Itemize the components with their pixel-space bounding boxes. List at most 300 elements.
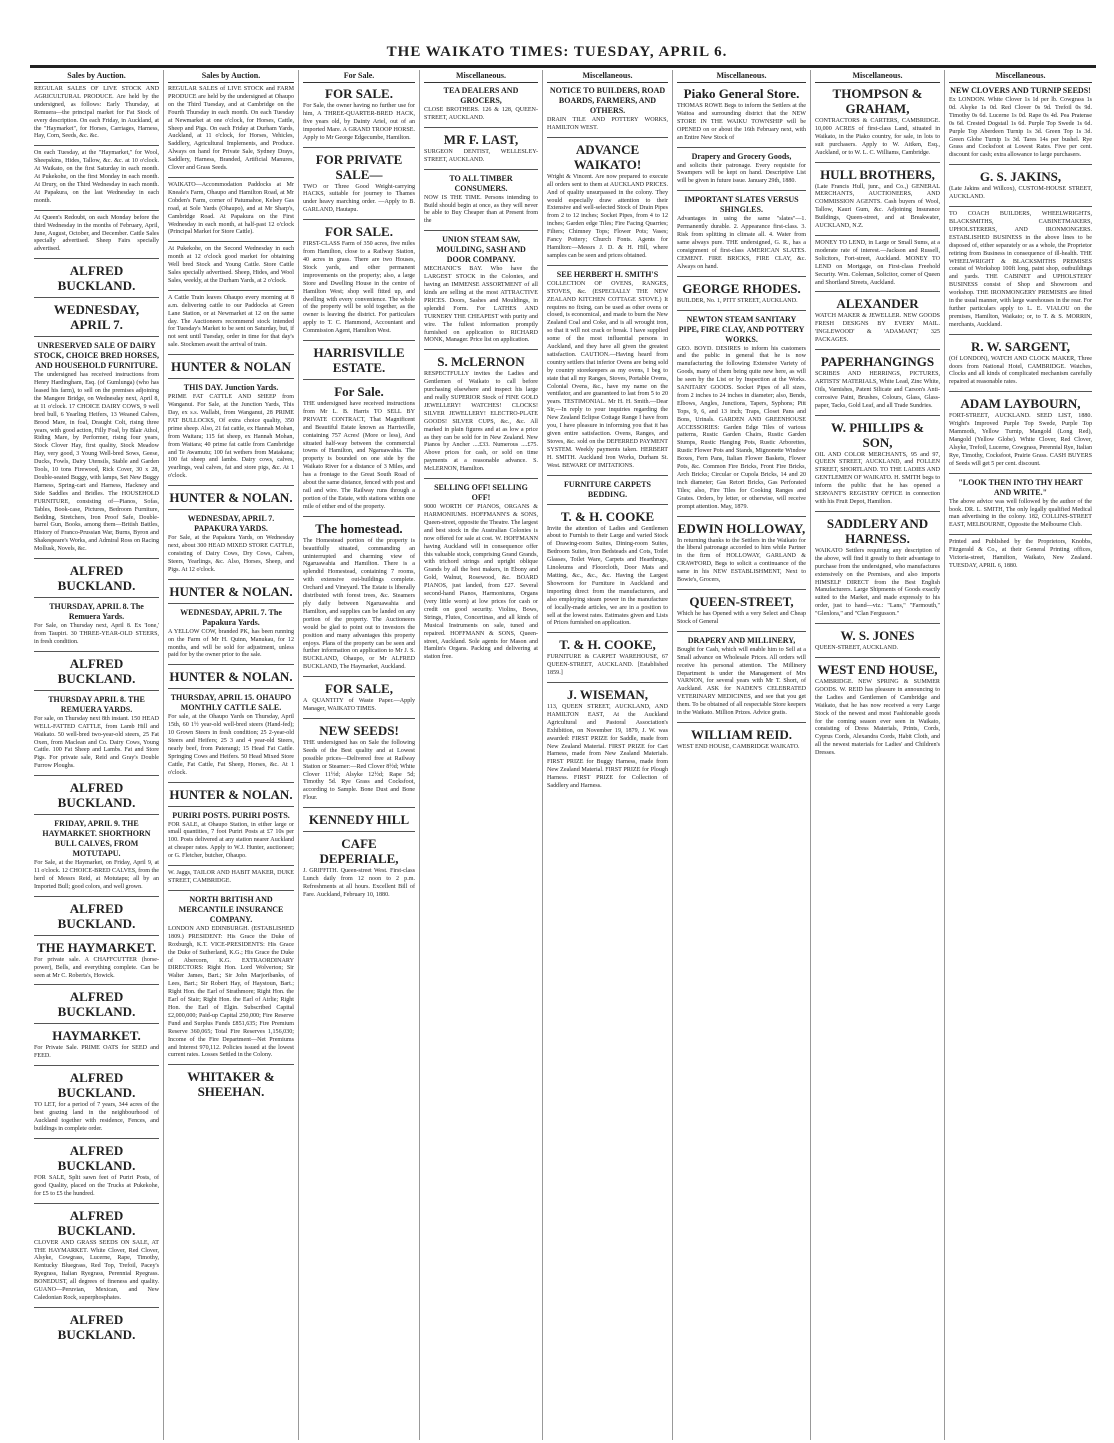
advert-heading: G. S. JAKINS, xyxy=(979,169,1062,185)
advert-divider xyxy=(34,814,159,815)
advert-divider xyxy=(168,290,294,291)
advert-heading: ADVANCE WAIKATO! xyxy=(573,141,642,172)
advert-heading: CAFE DEPERIALE, xyxy=(319,836,399,867)
advert-heading: KENNEDY HILL xyxy=(308,812,410,828)
advertisement xyxy=(168,584,294,599)
advertisement xyxy=(303,86,415,143)
advertisement xyxy=(424,132,538,165)
advertisement xyxy=(303,723,415,803)
advert-body: COLLECTION OF OVENS, RANGES, STOVES, &c. (ESPECIALLY THE NEW ZEALAND KITCHEN COTTAGE STOVE.) It requires no fixing, can be used as other ovens or closed, is economical, and made to burn the New Zealand Coal and Coke, and is all wrought iron, so that it will not crack or break. I have supplied some of the most influential persons in Auckland, and they have all given the greatest satisfaction. CAUTION.—Having heard from country settlers that inferior Ovens are being sold by country storekeepers as my ovens, I beg to state that all my Ranges, Stoves, Portable Ovens, Colonial Ovens, &c., have my name on the ventilator, and are guaranteed to last from 5 to 20 years. TESTIMONIAL. Mr H. H. Smith.—Dear Sir,—In reply to your inquiries regarding the New Zealand Eclipse Cottage Range I have from you, I have pleasure in informing you that it has given entire satisfaction. Ovens, Ranges, and Stoves, &c. sold on the DEFERRED PAYMENT SYSTEM. Weekly payments taken. HERBERT H. SMITH. Auckland Iron Works, Durham St. West. BEWARE OF IMITATIONS. xyxy=(547,280,668,469)
advert-divider xyxy=(34,1203,159,1204)
advertisement xyxy=(303,521,415,672)
advertisement xyxy=(303,681,415,714)
advert-divider xyxy=(547,632,668,633)
advert-body: BUILDER, No. 1, PITT STREET, AUCKLAND. xyxy=(677,297,798,304)
advertisement xyxy=(677,315,806,512)
advertisement xyxy=(34,341,159,554)
advertisement xyxy=(547,142,668,261)
advert-body: (Of LONDON), WATCH AND CLOCK MAKER, Three doors from National Hotel, CAMBRIDGE. Watches, Clocks and all kinds of complicated mechanism carefully repaired at reasonable rates. xyxy=(949,355,1092,386)
advert-heading: IMPORTANT SLATES VERSUS SHINGLES. xyxy=(684,195,799,215)
advert-divider xyxy=(677,276,806,277)
advert-body: For Sale, the owner having no further use for him, A THREE-QUARTER-BRED HACK, five years old, by Dainty Ariel, out of an imported Mare. A GRAND TROOP HORSE. Apply to Mr George Edgecumbe, Hamilton. xyxy=(303,103,415,141)
advertisement xyxy=(168,514,294,575)
advertisement xyxy=(168,608,294,661)
advert-heading: THURSDAY, APRIL 15. OHAUPO MONTHLY CATTLE SALE. xyxy=(170,693,292,713)
advert-heading: R. W. SARGENT, xyxy=(970,338,1071,354)
advert-heading: NORTH BRITISH AND MERCANTILE INSURANCE COMPANY. xyxy=(178,894,284,924)
advert-divider xyxy=(168,890,294,891)
advert-body: A Cattle Train leaves Ohaupo every morning at 8 a.m. delivering cattle to our Paddocks at Green Lane Station, or at Newmarket at 12 on the same day. The Auctioneers recommend stock intended for Tuesday's Market to be sent on Saturday, but, if not sent until Tuesday, order in time for that day's sale. Stockmen await the arrival of train. xyxy=(168,294,294,349)
advertisement xyxy=(34,86,159,141)
advert-heading: ALFRED BUCKLAND. xyxy=(57,263,136,294)
advert-heading: PURIRI POSTS. PURIRI POSTS. xyxy=(172,810,290,820)
advertisement xyxy=(168,383,294,481)
advert-divider xyxy=(34,1138,159,1139)
advert-body: DRAIN TILE AND POTTERY WORKS, HAMILTON WEST. xyxy=(547,117,668,131)
advert-body: Bought for Cash, which will enable him to Sell at a Small advance on Wholesale Prices. All orders will receive his personal attention. The Millinery Department is under the Management of Mrs VARNON, for several years with Mr T. Short, of Auckland. ASK for NADEN'S CELEBRATED VETERINARY MEDICINES, and see that you get them. To be obtained of all respectable Store keepers in the Waikato. Million Prizes. Advice gratis. xyxy=(677,646,806,717)
advert-divider xyxy=(303,831,415,832)
advert-heading: Piako General Store. xyxy=(683,86,800,101)
advert-heading: MR F. LAST, xyxy=(443,131,519,147)
column-3 xyxy=(299,70,420,1440)
advertisement xyxy=(168,811,294,862)
advert-divider xyxy=(168,782,294,783)
advertisement xyxy=(34,780,159,810)
advert-heading: HUNTER & NOLAN. xyxy=(169,669,293,685)
advert-body: Invite the attention of Ladies and Gentlemen about to Furnish to their Large and varied Stock of Drawing-room Suites, Dining-room Suites, Bedroom Suites, Iron Bedsteads and Cots, Toilet Glasses, Toilet Ware, Carpets and Hearthrugs, Linoleums and Floorcloth, Door Mats and Matting, &c., &c., &c. Having the Largest Showroom for Furniture in Auckland and importing direct from the manufacturers, and also employing steam power in the manufacture of locally-made articles, we are in a position to sell at the lowest rates. Estimates given and Lists of Prices furnished on application. xyxy=(547,525,668,627)
advertisement xyxy=(303,224,415,336)
column-header: For Sale. xyxy=(303,70,415,83)
advert-body: MONEY TO LEND, in Large or Small Sums, at a moderate rate of interest.—Jackson and Russell, Solicitors, Fort-street, Auckland. MONEY TO LEND on Mortgage, on First-class Freehold Security. Wm. Coleman, Solicitor, corner of Queen and Shortland Streets, Auckland. xyxy=(815,239,940,286)
advert-heading: HUNTER & NOLAN. xyxy=(169,490,293,506)
advert-divider xyxy=(547,475,668,476)
advert-heading: For Sale. xyxy=(334,384,384,400)
advertisement xyxy=(547,270,668,471)
advert-divider xyxy=(815,235,940,236)
advert-body: For Sale, on Thursday next, April 8. Ex 'Ione,' from Taupiri. 30 THREE-YEAR-OLD STEERS, in fresh condition. xyxy=(34,623,159,645)
masthead xyxy=(0,0,1114,76)
advert-body: At Pukekohe, on the Second Wednesday in each month at 12 o'clock good market for obtaining Well bred Stock and Young Cattle. Store Cattle Sales specially advertised. Sheep, Hides, and Wool Sales, weekly, at the Durham Yards, at 2 o'clock. xyxy=(168,246,294,284)
advert-divider xyxy=(547,137,668,138)
column-7 xyxy=(811,70,945,1440)
advert-heading: WEDNESDAY, APRIL 7. xyxy=(53,302,140,333)
advert-body: For sale, on Thursday next 8th instant. 150 HEAD WELL-FATTED CATTLE, from Lamb Hill and Waikato. 50 well-bred two-year-old steers, 25 Fat Oxen, from Maclean and Co. Dairy Cows, Young Cattle. 100 Fat Sheep and Lambs. Fat and Store Pigs. For private sale, Reid and Gray's Double Furrow Ploughs. xyxy=(34,715,159,770)
advert-divider xyxy=(303,219,415,220)
advertisement xyxy=(34,695,159,771)
advertisement xyxy=(34,1208,159,1303)
advert-divider xyxy=(303,718,415,719)
advert-body: THE undersigned have received instructions from Mr L. B. Harris TO SELL BY PRIVATE CONTRACT, That Magnificent and Beautiful Estate known as Harrisville, containing 757 Acres! (More or less), And situated half-way between the commercial towns of Hamilton, and Ngaruawahia. The property is bounded on one side by the Waikato River for a distance of 3 Miles, and has a frontage to the Great South Road of about the same distance, fenced with post and rail and wire. The Railway runs through a portion of the Estate, with stations within one mile of either end of the property. xyxy=(303,401,415,510)
advert-heading: NOTICE TO BUILDERS, ROAD BOARDS, FARMERS, AND OTHERS. xyxy=(549,86,666,115)
advert-divider xyxy=(677,722,806,723)
advert-divider xyxy=(677,190,806,191)
column-header: Sales by Auction. xyxy=(34,70,159,83)
advert-body: The above advice was well followed by the author of the book. DR. L. SMITH, The only legally qualified Medical man advertising in the colony. 182, COLLINS-STREET EAST, MELBOURNE, Opposite the Melbourne Club. xyxy=(949,498,1092,529)
advertisement xyxy=(424,483,538,662)
advert-body: (Late Francis Hull, junr., and Co.,) GENERAL MERCHANTS, AUCTIONEERS, AND COMMISSION AGENTS. Cash buyers of Wool, Tallow, Kauri Gum, &c. Adjoining Insurance Buildings, Queen-street, and at Breakwater, AUCKLAND, N.Z. xyxy=(815,183,940,230)
advert-divider xyxy=(168,579,294,580)
advert-body: TO LET, for a period of 7 years, 344 acres of the best grazing land in the neighbourhood of Auckland together with residence, Fences, and buildings in complete order. xyxy=(34,1102,159,1132)
advert-body: CAMBRIDGE. NEW SPRING & SUMMER GOODS. W. REID has pleasure in announcing to the Ladies and Gentlemen of Cambridge and Waikato, that he has now received a very Large Stock of the newest and most Fashionable goods for the coming season ever seen in Waikato, consisting of Dress Materials, Prints, Cords, Cyprus Cords, Alexandra Cords, Habit Cloth, and all the newest materials for Ladies' and Children's Dresses. xyxy=(815,678,940,757)
advertisement xyxy=(168,787,294,802)
advert-body: For Sale, at the Papakura Yards, on Wednesday next, about 300 HEAD MIXED STORE CATTLE, consisting of Dairy Cows, Dry Cows, Calves, Steers, Yearlings, &c. Also, Horses, Sheep, and Pigs. At 12 o'clock. xyxy=(168,535,294,573)
advert-body: A YELLOW COW, branded PK, has been running on the Farm of Mr H. Quinn, Manukau, for 12 months, and will be sold for adjustment, unless paid for by the owner prior to the sale. xyxy=(168,628,294,659)
advert-divider xyxy=(168,485,294,486)
advert-body: FOR SALE, Split sawn feet of Puriri Posts, of good Quality, placed on the Trucks at Pukekohe, for £5 to £5 the hundred. xyxy=(34,1174,159,1197)
advert-divider xyxy=(34,690,159,691)
advertisement xyxy=(949,169,1092,202)
advert-body: The Homestead portion of the property is beautifully situated, commanding an uninterrupted and charming view of Ngaruawahia and Hamilton. There is a splendid Homestead, containing 7 rooms, with extensive out-buildings complete. Orchard and Vineyard. The Estate is liberally distributed with forest trees, &c. Steamers ply daily between Ngaruawahia and Hamilton, and supplies can be landed on any portion of the property. The Auctioneers would be glad to point out to investors the position and many advantages this property enjoys. Plans of the property can be seen and further information on application to Mr J. S. BUCKLAND, Ohaupo, or Mr ALFRED BUCKLAND, The Haymarket, Auckland. xyxy=(303,537,415,671)
advert-body: Which he has Opened with a very Select and Cheap Stock of General xyxy=(677,610,806,625)
advertisement xyxy=(168,693,294,777)
advertisement xyxy=(815,354,940,411)
advertisement xyxy=(677,521,806,585)
advert-divider xyxy=(547,265,668,266)
advert-body: On each Tuesday, at the "Haymarket," for Wool, Sheepskins, Hides, Tallow, &c. &c. at 10 o'clock. At Waikato, on the first Saturday in each month. At Pukekohe, on the first Monday in each month. At Drury, on the Third Wednesday in each month. At Papakura, on the last Wednesday in each month. xyxy=(34,150,159,204)
advertisement xyxy=(303,384,415,512)
advert-body: SURGEON DENTIST, WELLESLEY-STREET, AUCKLAND. xyxy=(424,148,538,163)
advertisement xyxy=(949,211,1092,330)
advert-heading: THIS DAY. Junction Yards. xyxy=(183,383,279,393)
advertisement xyxy=(815,628,940,653)
advert-body: REGULAR SALES of LIVE STOCK and FARM PRODUCE are held by the undersigned at Ohaupo on the Third Tuesday, and at Cambridge on the Fourth Thursday in each month. On each Tuesday at Newmarket at one o'clock, for Horses, Cattle, Sheep and Pigs. On each Friday at Durham Yards, Auckland, at 11 o'clock, for Horses, Vehicles, Saddlery, Agricultural Implements, and Produce. Always on hand for Private Sale, Sydney Drays, Saddlery, Harness, Branded, Artificial Manures, Clover and Grass Seeds. xyxy=(168,86,294,172)
advert-body: REGULAR SALES OF LIVE STOCK AND AGRICULTURAL PRODUCE. Are held by the undersigned, as follows: Early Thursday, at Remuera—the principal market for Fat Stock of every description. On each Friday, in Auckland, at the "Haymarket", for Horses, Carriages, Harness, Hay, Corn, Seeds, &c. &c. xyxy=(34,86,159,140)
advertisement xyxy=(34,1028,159,1061)
advert-divider xyxy=(677,147,806,148)
advert-body: For Private Sale. PRIME OATS for SEED and FEED. xyxy=(34,1045,159,1060)
advert-divider xyxy=(424,349,538,350)
advertisement xyxy=(34,1070,159,1134)
advert-divider xyxy=(677,516,806,517)
advert-divider xyxy=(303,807,415,808)
advert-heading: ALFRED BUCKLAND. xyxy=(57,1207,136,1238)
advert-divider xyxy=(949,206,1092,207)
advert-divider xyxy=(34,336,159,337)
advertisement xyxy=(168,182,294,237)
advertisement xyxy=(815,296,940,345)
advert-divider xyxy=(547,504,668,505)
advert-heading: ALFRED BUCKLAND. xyxy=(57,780,136,811)
advert-heading: NEW SEEDS! xyxy=(319,722,399,738)
advert-heading: WILLIAM REID. xyxy=(690,726,793,742)
advert-heading: WEDNESDAY, APRIL 7. The Papakura Yards. xyxy=(180,607,282,627)
advertisement xyxy=(168,295,294,350)
advertisement xyxy=(34,150,159,205)
advertisement xyxy=(34,1312,159,1342)
advert-heading: ALFRED BUCKLAND. xyxy=(57,1070,136,1101)
advert-body: Ex LONDON. White Clover 1s 1d per lb. Cowgrass 1s 0d. Alsyke 1s 0d. Red Clover 0s 9d. Trefoil 0s 9d. Timothy 0s 6d. Lucerne 1s 0d. Rape 0s 4d. Pea Pratense 0s 6d. Crested Dogstail 1s 6d. Purple Top Swede 1s 6d. Purple Top Aberdeen Turnip 1s 3d. Green Top 1s 3d. Green Globe Turnip 1s 3d. Tares 14s per bushel. Rye Grass and Cocksfoot at Lowest Rates. Five per cent. discount for cash; extra allowance to large purchasers. xyxy=(949,97,1092,159)
advert-divider xyxy=(424,169,538,170)
advert-heading: Drapery and Grocery Goods, xyxy=(691,151,792,161)
advert-body: CONTRACTORS & CARTERS, CAMBRIDGE. 10,000 ACRES of first-class Land, situated in Waikato, in the Piako country, for sale, in lots to suit purchasers. Apply to W. Aitken, Esq., Auckland, or to W. L. C. Williams, Cambridge. xyxy=(815,118,940,156)
advertisement xyxy=(677,727,806,752)
advert-heading: WEDNESDAY, APRIL 7. PAPAKURA YARDS. xyxy=(187,514,275,534)
advert-divider xyxy=(424,127,538,128)
advert-heading: HUNTER & NOLAN. xyxy=(169,786,293,802)
advertisement xyxy=(34,302,159,332)
column-6 xyxy=(673,70,811,1440)
advertisement xyxy=(34,263,159,293)
advertisement xyxy=(677,594,806,627)
advert-divider xyxy=(303,516,415,517)
advert-divider xyxy=(34,651,159,652)
advert-heading: NEW CLOVERS AND TURNIP SEEDS! xyxy=(950,86,1091,95)
advertisement xyxy=(168,870,294,886)
advertisement xyxy=(815,516,940,619)
advert-body: In returning thanks to the Settlers in the Waikato for the liberal patronage accorded to him while Partner in the firm of HOLLOWAY, GARLAND & CRAWFORD, Begs to solicit a continuance of the same in his NEW ESTABLISHMENT, Next to Bowie's, Grocers, xyxy=(677,537,806,584)
advertisement xyxy=(815,420,940,507)
advert-divider xyxy=(168,177,294,178)
advert-heading: THURSDAY, APRIL 8. The Remuera Yards. xyxy=(49,602,144,622)
advert-divider xyxy=(168,241,294,242)
advert-heading: TEA DEALERS AND GROCERS, xyxy=(443,86,519,105)
advertisement xyxy=(949,539,1092,571)
column-header: Miscellaneous. xyxy=(949,70,1092,83)
advert-body: W. Jaggs, TAILOR AND HABIT MAKER, DUKE STREET, CAMBRIDGE. xyxy=(168,870,294,884)
advert-body: For Sale, at the Haymarket, on Friday, April 9, at 11 o'clock. 12 CHOICE-BRED CALVES, from the herd of Messrs Reid, at Motutapu; all by an Imported Bull; good colors, and well grown. xyxy=(34,860,159,890)
advert-heading: ALFRED BUCKLAND. xyxy=(57,900,136,931)
advertisement xyxy=(168,669,294,684)
advert-heading: W. S. JONES xyxy=(840,628,915,644)
advert-body: OIL AND COLOR MERCHANTS, 95 and 97, QUEEN STREET, AUCKLAND, and FOLLEN STREET, SHORTLAND. TO THE LADIES AND GENTLEMEN OF WAIKATO. H. SMITH begs to inform the public that he has opened a SERVANT'S REGISTRY OFFICE in connection with his Fruit Depot, Hamilton. xyxy=(815,451,940,505)
advert-body: WAIKATO Settlers requiring any description of the above, will find it greatly to their advantage to purchase from the undersigned, who manufactures extensively on the Premises, and also imports HIMSELF DIRECT from the Best English Manufacturers. Large Shipments of Goods exactly suited to the Market, and made expressly to his order, just to hand—viz.: "Lans," "Farmouth," "Glenlora," and "Clan Fergusson." xyxy=(815,547,940,618)
advert-heading: HARRISVILLE ESTATE. xyxy=(313,345,405,376)
advert-divider xyxy=(34,145,159,146)
advert-heading: The homestead. xyxy=(315,520,403,536)
advertisement xyxy=(949,339,1092,388)
advert-body: WATCH MAKER & JEWELLER. NEW GOODS FRESH DESIGNS BY EVERY MAIL. 'INGLEWOOD' & 'ADAMANT,' 325 PACKAGES. xyxy=(815,313,940,344)
advert-body: SCRIBES AND HERRINGS, PICTURES, ARTISTS' MATERIALS, White Lead, Zinc White, Oils, Varnishes, Patent Silicate and Carson's Anti-corrosive Paint, Brushes, Colours, Glass, Glass-paper, Tacks, Gold Leaf, and all Trade Sundries. xyxy=(815,371,940,409)
advert-body: A QUANTITY of Waste Paper.—Apply Manager, WAIKATO TIMES. xyxy=(303,698,415,713)
advert-body: For private sale. A CHAFFCUTTER (horse-power), Bells, and everything complete. Can be seen at Mr C. Roberts's, Howick. xyxy=(34,956,159,979)
advert-heading: S. McLERNON xyxy=(437,354,525,370)
advertisement xyxy=(815,86,940,158)
advert-heading: W. PHILLIPS & SON, xyxy=(830,419,925,450)
advert-divider xyxy=(547,682,668,683)
advertisement xyxy=(815,167,940,231)
advert-body: TO COACH BUILDERS, WHEELWRIGHTS, BLACKSMITHS, CABINETMAKERS, UPHOLSTERERS, AND IRONMONGERS. ESTABLISHED BUSINESS in the above lines to be disposed of, either separately or as a whole, the Proprietor retiring from Business in consequence of ill-health. THE WHEELWRIGHT & BLACKSMITHS PREMISES consist of Workshop 100ft long, paint shop, outbuildings and yards. THE CABINET and UPHOLSTERY BUSINESS consist of Shop and Showroom and workshop. THE IRONMONGERY PREMISES are fitted in the usual manner, with large warehouses in the rear. For further particulars apply to L. E. VIALOU on the premises, Hamilton, Waikato; or, to T. & S. MORRIN, merchants, Auckland. xyxy=(949,211,1092,328)
advert-body: LONDON AND EDINBURGH. (ESTABLISHED 1809.) PRESIDENT: His Grace the Duke of Roxburgh, K.T. VICE-PRESIDENTS: His Grace the Duke of Sutherland, K.G.; His Grace the Duke of Abercorn, K.G. EXTRAORDINARY DIRECTORS: Right Hon. Lord Wolverton; Sir Walter James, Bart.; Sir John Marjoribanks, of Lees, Bart.; Sir Robert Hay, of Haystoun, Bart.; Right Hon. the Earl of Strathmore; Right Hon. the Earl of Stair; Right Hon. the Earl of Airlie; Right Hon. the Earl of Elgin. Subscribed Capital £2,000,000; Paid-up Capital 250,000; Fire Reserve Fund and Surplus Funds £851,635; Fire Premium Reserve 360,065; Total Fire Reserves 1,156,030; Income of the Fire Department—Net Premiums and Interest 970,112. Policies issued at the lowest current rates. Losses Settled in the Colony. xyxy=(168,925,294,1059)
advert-body: PRIME FAT CATTLE AND SHEEP from Wanganui. For Sale, at the Junction Yards, This Day, ex s.s. Wallabi, from Wanganui, 28 PRIME FAT BULLOCKS, Of extra choice quality, 350 prime sheep. Also, 21 fat cattle, ex Hannah Mohan, from Waitara; 115 fat sheep, ex Hannah Mohan, from Waitara; 40 prime fat cattle from Cambridge and Te Awamutu; 100 fat wethers from Matakana; 100 fat sheep and lambs. Dairy cows, calves, yearlings, veal calves, fat and store pigs, &c. At 1 o'clock. xyxy=(168,394,294,480)
masthead-rule xyxy=(30,66,1096,68)
advert-heading: WEST END HOUSE, xyxy=(817,661,938,677)
column-header: Sales by Auction. xyxy=(168,70,294,83)
advert-body: QUEEN-STREET, AUCKLAND. xyxy=(815,645,898,652)
advert-divider xyxy=(677,631,806,632)
advert-body: and solicits their patronage. Every requisite for Swampers will be kept on hand. Descriptive List will be given in future issue. January 29th, 1880. xyxy=(677,162,806,185)
advert-heading: SELLING OFF! SELLING OFF! xyxy=(434,483,528,503)
advert-body: CLOVER AND GRASS SEEDS ON SALE, AT THE HAYMARKET. White Clover, Red Clover, Alsyke, Cowgrass, Lucerne, Rape, Timothy, Kentucky Bluegrass, Red Top, Trefoil, Pacey's Ryegrass, Italian Ryegrass, Perennial Ryegrass. BONEDUST, all degrees of fineness and quality. GUANO—Peruvian, Mexican, and New Caledonian Rock, superphosphates. xyxy=(34,1239,159,1301)
column-header: Miscellaneous. xyxy=(815,70,940,83)
advert-heading: ALFRED BUCKLAND. xyxy=(57,989,136,1020)
advert-divider xyxy=(168,806,294,807)
advertisement xyxy=(815,662,940,758)
advert-heading: ALFRED BUCKLAND. xyxy=(57,1311,136,1342)
advert-divider xyxy=(34,1023,159,1024)
advert-divider xyxy=(949,334,1092,335)
advert-divider xyxy=(34,935,159,936)
advert-body: 113, QUEEN STREET, AUCKLAND, AND HAMILTON EAST, At the Auckland Agricultural and Pastoral Association's Exhibition, on November 19, 1879, J. W. was awarded: FIRST PRIZE for Saddle, made from New Zealand Material. FIRST PRIZE for Cart Harness, made from New Zealand Materials. FIRST PRIZE for Buggy Harness, made from New Zealand Material. FIRST PRIZE for Plough Harness. FIRST PRIZE for Collection of Saddlery and Harness. xyxy=(547,704,668,790)
advertisement xyxy=(424,174,538,227)
advert-heading: HUNTER & NOLAN. xyxy=(169,583,293,599)
advert-divider xyxy=(424,478,538,479)
advert-divider xyxy=(34,1307,159,1308)
advert-heading: FOR PRIVATE SALE— xyxy=(315,151,403,182)
advert-body: J. GRIFFITH. Queen-street West. First-class Lunch daily from 12 noon to 2 p.m. Refreshments at all hours. Excellent Bill of Fare. Auckland, February 10, 1880. xyxy=(303,868,415,898)
advert-divider xyxy=(168,354,294,355)
advert-heading: ALFRED BUCKLAND. xyxy=(57,655,136,686)
advert-body: The undersigned has received instructions from Henry Hardingham, Esq. (of Gumlunga) (who has leased his farm), to sell on the premises adjoining the Mangere Bridge, on Wednesday next, April 8, at 11 o'clock. 17 CHOICE DAIRY COWS, 9 well bred bull, 6 Yearling Heifers, 13 Weaned Calves, Brood Mare, in foal, Draught Colt, rising three years, with good action, Filly Foal, by Blair Athol, Riding Mare, by Performer, rising four years, Stock Clover Hay, first quality, Stock Meadow Hay, very good, 3 Young Well-bred Sows, Geese, Ducks, Fowls, Dairy Utensils, Stable and Garden Tools, 10 tons Firewood, Rick Cover, 30 x 28, Double-seated Buggy, with lamps, Set New Buggy Harness, Spring-cart and Harness, Hackney and Side Saddles and Bridles. The HOUSEHOLD FURNITURE, consisting of—Pianos, Sofas, Tables, Book-case, Pictures, Bedroom Furniture, Bedding, Stretchers, Iron Proof Safe, Double-barrel Gun, Books, among them—British Battles, History of Franco-Prussian War, Burns, Byron and Shakespeare's Works, and Admiral Ross on Racing Mollusk, Novels, &c. xyxy=(34,372,159,553)
advert-divider xyxy=(168,378,294,379)
advertisement xyxy=(677,86,806,143)
advert-heading: HULL BROTHERS, xyxy=(820,166,935,182)
advertisement xyxy=(34,563,159,593)
page-title: THE WAIKATO TIMES: TUESDAY, APRIL 6. xyxy=(386,44,728,60)
advertisement xyxy=(168,1069,294,1099)
advert-heading: "LOOK THEN INTO THY HEART AND WRITE." xyxy=(958,477,1083,497)
advertisement xyxy=(34,656,159,686)
advertisement xyxy=(34,215,159,255)
advert-heading: ADAM LAYBOURN, xyxy=(960,396,1081,412)
advert-heading: ALFRED BUCKLAND. xyxy=(57,563,136,594)
advertisement xyxy=(34,940,159,981)
column-8 xyxy=(945,70,1096,1440)
advert-heading: GEORGE RHODES. xyxy=(682,280,801,296)
advert-divider xyxy=(815,162,940,163)
advert-body: GEO. BOYD. DESIRES to inform his customers and the public in general that he is now manufacturing the following Extensive Variety of Goods, many of them being quite new here, as will be seen by the List or by Inspection at the Works. SANITARY GOODS. Socket Pipes of all sizes, from 2 inches to 24 inches in diameter; also, Bends, Elbows, Angles, Junctions, Tapers, Syphons; Pitt Tops, 9, 6, and 13 inch; Traps, Closet Pans and Bons, Urinals. GARDEN AND GREENHOUSE ACCESSORIES: Garden Edge Tiles of various patterns, Rustic Garden Chairs, Rustic Garden Stumps, Rustic Hanging Pots, Rustic Arborettes, Rustic Flower Pots and Stands, Mignonette Window Boxes, Fern Pans, Italian Flower Baskets, Flower Pots, &c. Common Fire Bricks, Front Fire Bricks, Arch Bricks; Circular or Cupola Bricks, 14 and 20 inch diameter; Gas Retort Bricks, Gas Perforated Tiles; also, Fire Tiles for Cooking Ranges and Grates. Orders, by letter, or otherwise, will receive prompt attention. May, 1879. xyxy=(677,345,806,510)
advert-heading: THURSDAY APRIL 8. THE REMUERA YARDS. xyxy=(48,694,145,714)
advert-divider xyxy=(815,415,940,416)
advert-body: Printed and Published by the Proprietors, Knobbs, Fitzgerald & Co., at their General Printing offices, Victoria-street, Hamilton, Waikato, New Zealand. TUESDAY, APRIL 6, 1880. xyxy=(949,539,1092,569)
advert-body: NOW IS THE TIME. Persons intending to Build should begin at once, as they will never be able to Buy Cheaper than at Present from the xyxy=(424,194,538,225)
advert-heading: DRAPERY AND MILLINERY, xyxy=(687,635,796,645)
advert-body: FORT-STREET, AUCKLAND. SEED LIST, 1880. Wright's Improved Purple Top Swede, Purple Top Mammoth, Yellow Turnip, Mangold (Long Red), Mangold (Yellow Globe). White Clover, Red Clover, Alsyke, Trefoil, Lucerne, Cowgrass, Perennial Rye, Italian Rye, Timothy, Cocksfoot, Prairie Grass. CASH BUYERS of Seeds will get 5 per cent. discount. xyxy=(949,413,1092,467)
advert-heading: EDWIN HOLLOWAY, xyxy=(677,520,806,536)
advertisement xyxy=(168,490,294,505)
advert-divider xyxy=(815,623,940,624)
advert-divider xyxy=(34,896,159,897)
advert-divider xyxy=(168,664,294,665)
advert-divider xyxy=(168,688,294,689)
advert-heading: PAPERHANGINGS xyxy=(820,354,935,370)
advert-divider xyxy=(34,258,159,259)
advertisement xyxy=(34,989,159,1019)
advert-divider xyxy=(168,603,294,604)
advert-heading: FOR SALE. xyxy=(325,86,393,101)
advertisement xyxy=(34,901,159,931)
advert-divider xyxy=(34,984,159,985)
advert-divider xyxy=(677,310,806,311)
advert-body: CLOSE BROTHERS. 126 & 128, QUEEN-STREET, AUCKLAND. xyxy=(424,107,538,121)
advert-heading: WHITAKER & SHEEHAN. xyxy=(187,1069,275,1100)
advert-divider xyxy=(303,379,415,380)
column-header: Miscellaneous. xyxy=(424,70,538,83)
advert-divider xyxy=(815,291,940,292)
advert-heading: ALEXANDER xyxy=(836,296,919,312)
advert-divider xyxy=(34,297,159,298)
advert-divider xyxy=(303,147,415,148)
advert-divider xyxy=(34,775,159,776)
advert-heading: ALFRED BUCKLAND. xyxy=(57,1142,136,1173)
advertisement xyxy=(303,836,415,900)
advert-divider xyxy=(815,349,940,350)
advert-body: TWO or Three Good Weight-carrying HACKS, suitable for journey to Thames under heavy marching order. —Apply to B. GARLAND, Hautapu. xyxy=(303,183,415,214)
advertisement xyxy=(677,281,806,306)
advert-heading: T. & H. COOKE xyxy=(560,508,655,524)
advert-heading: J. WISEMAN, xyxy=(566,687,649,703)
advert-body: FIRST-CLASS Farm of 350 acres, five miles from Hamilton, close to a Railway Station, 40 acres in grass. There are two Houses, Stock yards, and other permanent improvements on the property; also, a large Store and Dwelling House in the centre of Hamilton West; shop well fitted up, and dwelling with every convenience. The whole of the property will be sold together, as the owner is leaving the district. For particulars apply to T. C. Hammond, Accountant and Commission Agent, Hamilton West. xyxy=(303,241,415,335)
advert-heading: HUNTER & NOLAN xyxy=(171,359,291,375)
advert-body: FOR SALE, at Ohaupo Station, in either large or small quantities, 7 foot Puriri Posts at £7 10s per 100. Posts delivered at any station nearer Auckland at cheaper rates. Apply to W.J. Hunter, auctioneer; or G. Fletcher, butcher, Ohaupo. xyxy=(168,821,294,860)
advert-divider xyxy=(168,865,294,866)
advert-body: At Queen's Redoubt, on each Monday before the third Wednesday in the months of February, April, June, August, October, and December. Cattle Sales specially advertised. Sheep Fairs specially advertised. xyxy=(34,214,159,253)
advert-heading: THOMPSON & GRAHAM, xyxy=(832,86,923,116)
advertisement xyxy=(949,478,1092,531)
advertisement xyxy=(34,602,159,647)
advert-divider xyxy=(168,1064,294,1065)
column-4 xyxy=(420,70,543,1440)
advertisement xyxy=(547,509,668,629)
masthead-rule-2 xyxy=(30,65,1096,66)
advert-heading: SADDLERY AND HARNESS. xyxy=(826,515,929,546)
column-2 xyxy=(164,70,299,1440)
advert-divider xyxy=(815,657,940,658)
column-header: Miscellaneous. xyxy=(547,70,668,83)
advertisement xyxy=(547,637,668,678)
advert-divider xyxy=(303,676,415,677)
advert-heading: FOR SALE, xyxy=(325,681,393,697)
advertisement xyxy=(168,359,294,374)
advert-heading: HAYMARKET. xyxy=(52,1028,141,1044)
advert-divider xyxy=(34,1065,159,1066)
advertisement xyxy=(677,636,806,718)
column-header: Miscellaneous. xyxy=(677,70,806,83)
advert-body: MECHANIC'S BAY. Who have the LARGEST STOCK in the Colonies, and having an IMMENSE ASSORTMENT of all kinds are selling at the most ATTRACTIVE PRICES. Doors, Sashes and Mouldings, in splendid Form. For LATHES AND TURNERY THE CHEAPEST with purity and wire. The fullest information promptly furnished on application to RICHARD MONK, Manager. Price list on application. xyxy=(424,266,538,344)
advertisement xyxy=(303,345,415,375)
advert-body: Wright & Vincent. Are now prepared to execute all orders sent to them at AUCKLAND PRICES. And of quality unsurpassed in the colony. They would especially draw attention to their Extensive and well-selected Stock of Drain Pipes from 2 to 12 inches; Socket Pipes, from 4 to 12 inches; Garden edge Tiles; Fire Facing Quarries; Filters; Chimney Tops; Flower Pots; Vases; Fancy Pottery; Church Fonts. Agents for Hamilton:—Messrs J. D. & H. Hill, where samples can be seen and prices obtained. xyxy=(547,173,668,259)
advertisement xyxy=(949,396,1092,468)
advert-divider xyxy=(949,164,1092,165)
advert-divider xyxy=(34,210,159,211)
advertisement xyxy=(168,895,294,1060)
advertisement xyxy=(424,235,538,345)
advert-heading: SEE HERBERT H. SMITH'S xyxy=(556,269,659,279)
advert-body: WEST END HOUSE, CAMBRIDGE WAIKATO. xyxy=(677,743,800,750)
advert-divider xyxy=(424,230,538,231)
advertisement xyxy=(168,246,294,286)
advert-body: (Late Jakins and Willcox), CUSTOM-HOUSE STREET, AUCKLAND. xyxy=(949,186,1092,201)
advert-body: THE undersigned has on Sale the following Seeds of the Best quality and at Lowest possible prices—Delivered free at Railway Station or Steamer:—Red Clover 8½d; White Clover 11½d; Alsyke 12½d; Rape 5d; Timothy 5d. Rye Grass and Cocksfoot, according to Sample. Bone Dust and Bone Flour. xyxy=(303,739,415,802)
advert-heading: FURNITURE CARPETS BEDDING. xyxy=(564,479,651,499)
advertisement xyxy=(34,819,159,892)
advertisement xyxy=(547,687,668,791)
advert-divider xyxy=(34,558,159,559)
advertisement xyxy=(949,86,1092,160)
advertisement xyxy=(547,86,668,133)
advert-heading: UNRESERVED SALE OF DAIRY STOCK, CHOICE BRED HORSES, AND HOUSEHOLD FURNITURE. xyxy=(34,341,159,371)
column-5 xyxy=(543,70,673,1440)
advert-body: WAIKATO—Accommodation Paddocks at Mr Kneale's Farm, Ohaupo and Hamilton Road, at Mr Cobden's Farm, corner of Patumahoe, Kelsey Gas road, at Sole Yards (Ohaupo), and at Mr Sharp's, Cambridge Road. At Papakura on the First Wednesday in each month, at half-past 12 o'clock (Principal Market for Store Cattle). xyxy=(168,181,294,236)
advertisement xyxy=(424,354,538,474)
advert-divider xyxy=(34,597,159,598)
column-1 xyxy=(30,70,164,1440)
advertisement xyxy=(168,86,294,173)
advert-divider xyxy=(677,589,806,590)
advert-divider xyxy=(949,391,1092,392)
advert-divider xyxy=(168,509,294,510)
advert-body: FURNITURE & CARPET WAREHOUSE, 67 QUEEN-STREET, AUCKLAND. [Established 1859.] xyxy=(547,654,668,677)
advert-divider xyxy=(815,511,940,512)
